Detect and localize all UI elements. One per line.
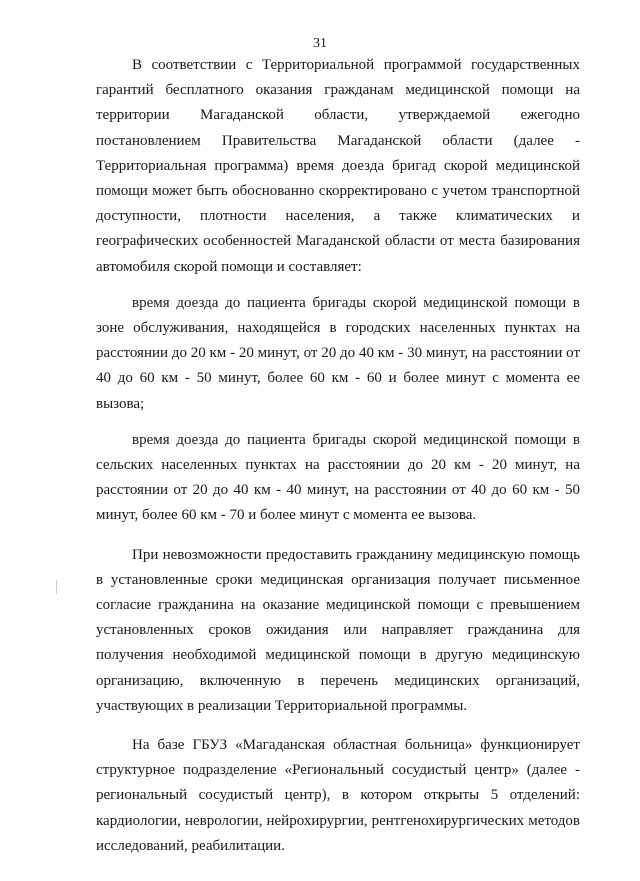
paragraph-rural-arrival-times: время доезда до пациента бригады скорой медицинской помощи в сельских населенных пунктах на расстоянии до 20 км - 20 минут, на расстоянии от 20 до 40 км - 40 минут, на расстоянии от 40 до 60 км - 50 минут, более 60 км - 70 и более минут с момента ее вызова. (96, 431, 580, 524)
scan-margin-mark (56, 580, 61, 594)
paragraph-urban-arrival-times: время доезда до пациента бригады скорой медицинской помощи в зоне обслуживания, находящейся в городских населенных пунктах на расстоянии до 20 км - 20 минут, от 20 до 40 км - 30 минут, на расстоянии от 40 до 60 км - 50 минут, более 60 км - 60 и более минут с момента ее вызова; (96, 294, 580, 412)
paragraph-territorial-program: В соответствии с Территориальной программой государственных гарантий бесплатного оказания гражданам медицинской помощи на территории Магаданской области, утверждаемой ежегодно постановлением Правительства Магаданской области (далее - Территориальная программа) время доезда бригад скорой медицинской помощи может быть обоснованно скорректировано с учетом транспортной доступности, плотности населения, а также климатических и географических особенностей Магаданской области от места базирования автомобиля скорой помощи и составляет: (96, 57, 580, 275)
paragraph-vascular-center: На базе ГБУЗ «Магаданская областная больница» функционирует структурное подразделение «Региональный сосудистый центр» (далее - региональный сосудистый центр), в котором открыты 5 отделений: кардиологии, неврологии, нейрохирургии, рентгенохирургических методов исследований, реабилитации. (96, 737, 580, 854)
page-number: 31 (313, 36, 327, 51)
document-body (96, 53, 580, 859)
paragraph-delay-consent: При невозможности предоставить гражданину медицинскую помощь в установленные сроки медицинская организация получает письменное согласие гражданина на оказание медицинской помощи с превышением установленных сроков ожидания или направляет гражданина для получения необходимой медицинской помощи в другую медицинскую организацию, включенную в перечень медицинских организаций, участвующих в реализации Территориальной программы. (96, 546, 580, 714)
